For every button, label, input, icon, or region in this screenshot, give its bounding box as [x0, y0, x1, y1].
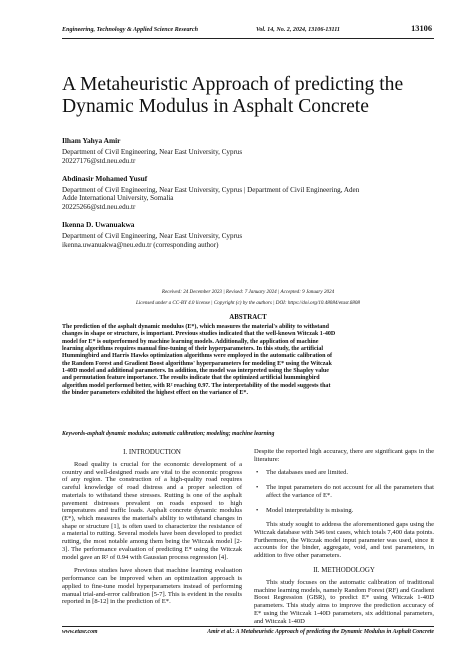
text-line: The input parameters do not account for all the parameters	[266, 484, 423, 492]
license-doi[interactable]: Licensed under a CC-BY 4.0 license | Copyright (c) by the authors | DOI: https://doi.org/10.48084/etasr.6808	[136, 300, 360, 306]
journal-website[interactable]: www.etasr.com	[62, 629, 98, 635]
abstract-line: and permutation feature importance. The results indicate that the optimized artificial hummingbird	[62, 375, 320, 382]
author-block	[62, 174, 434, 212]
abstract-body	[62, 324, 434, 397]
volume-info: Vol. 14, No. 2, 2024, 13106-13111	[256, 27, 340, 33]
author-name: Ikenna D. Uwanuakwa	[62, 219, 135, 229]
text-line: Despite the reported high accuracy, there are significant gaps in	[254, 448, 424, 455]
text-line: characterize the resistance of a material to rutting. Several	[62, 522, 243, 538]
text-line: evident in the results reported in [8-12] in the prediction of E*.	[62, 590, 242, 606]
header-rule	[62, 38, 434, 39]
footer-rule	[62, 626, 434, 627]
text-line: country and well-designed roads are vital to the economic	[62, 468, 218, 476]
author-name: Abdinasir Mohamed Yusuf	[62, 173, 148, 183]
text-line: (RF) and Gradient Boost Regression (GBR), to predict E*	[254, 586, 435, 602]
keywords: Keywords-asphalt dynamic modulus; automatic calibration; modeling; machine learning	[62, 431, 275, 437]
bullet-icon: •	[256, 469, 259, 477]
text-line: The databases used are limited.	[266, 469, 348, 477]
section-heading-methodology: II. METHODOLOGY	[313, 566, 375, 574]
text-line: requires careful knowledge of road distress and a proper	[62, 476, 242, 492]
author-email[interactable]: 20227176@std.neu.edu.tr	[62, 156, 136, 165]
running-header	[62, 24, 434, 38]
text-line: that affect the variance of E*.	[266, 484, 434, 499]
title-line: Dynamic Modulus in Asphalt Concrete	[62, 96, 369, 117]
abstract-line: learning algorithms requires manual fine-tuning of their hyperparameters. In this study, the artificial	[62, 346, 324, 353]
author-list	[62, 136, 434, 258]
footer-citation: Amir et al.: A Metaheuristic Approach of predicting the Dynamic Modulus in Asphalt Concrete	[207, 629, 434, 635]
running-footer	[62, 629, 434, 639]
text-line: models have been developed to predict rutting, the most	[62, 530, 242, 546]
text-line: This study sought to address the aforementioned gaps using	[266, 521, 425, 529]
text-line: the literature:	[254, 448, 434, 463]
text-line: Model interpretability is missing.	[266, 506, 354, 514]
text-line: of the asphalt pavement distresses prevalent on roads exposed	[62, 491, 243, 507]
abstract-line: the Random Forest and Gradient Boost algorithms' hyperparameters for modeling E* using the Witczak	[62, 360, 332, 367]
paragraph	[254, 521, 434, 560]
text-line: evaluation performance can be improved when an optimization	[62, 567, 242, 583]
section-heading-introduction: I. INTRODUCTION	[123, 449, 181, 456]
text-line: This study focuses on the automatic calibration of	[266, 578, 405, 586]
text-line: parameters, six additional parameters, and Witczak 1-40D	[254, 609, 434, 625]
paper-title	[62, 74, 434, 118]
text-line: progress of any region. The construction of a high-quality road	[62, 468, 243, 484]
bullet-icon: •	[256, 484, 259, 492]
text-line: using Witczak 1-40D parameters. This study aims to improve	[254, 594, 435, 610]
author-affiliation: Department of Civil Engineering, Near East University, Cyprus	[62, 231, 243, 240]
right-column	[254, 448, 434, 631]
abstract-line: changes in shape or structure, is important. Previous studies indicated that the well-known Witczak 1-40D	[62, 331, 336, 338]
text-line: model gave an R² of 0.94 with Gaussian process regression [4].	[62, 553, 228, 561]
author-affiliation: Adde International University, Somalia	[62, 194, 174, 203]
bullet-icon: •	[256, 506, 259, 514]
title-line: A Metaheuristic Approach of predicting the	[62, 74, 404, 95]
text-line: of performing manual trial-and-error calibration [5-7]. This is	[62, 582, 242, 598]
text-line: withstand changes in shape or structure [1], is often used to	[62, 515, 242, 530]
author-name: Ilham Yahya Amir	[62, 136, 121, 145]
abstract-heading: ABSTRACT	[229, 314, 267, 321]
author-email[interactable]: ikenna.uwanuakwa@neu.edu.tr (corresponding author)	[62, 240, 219, 249]
text-line: Previous studies have shown that machine learning	[74, 567, 213, 575]
text-line: the prediction accuracy of E* using the Witczak 1-40D	[254, 602, 434, 617]
abstract-line: the binder parameters exhibited the highest effect on the variance of E*.	[62, 390, 248, 397]
text-line: approach is applied to fine-tune model hyperparameters instead	[62, 575, 242, 590]
abstract-line: 1-40D model and additional parameters. In addition, the model was interpreted using the Shapley value	[62, 368, 329, 375]
text-line: performance evaluation of predicting E* using the Witczak	[83, 545, 243, 553]
received-dates: Received: 24 December 2023 | Revised: 7 January 2024 | Accepted: 9 January 2024	[161, 289, 335, 295]
author-block	[62, 136, 434, 166]
author-affiliation: Department of Civil Engineering, Near East University, Cyprus | Department of Civil Engineering, Aden	[62, 185, 360, 194]
journal-name: Engineering, Technology & Applied Science Research	[62, 27, 198, 33]
paragraph	[254, 448, 434, 463]
text-line: dynamic modulus (E*), which measures the material's ability to	[62, 507, 242, 523]
paragraph	[254, 579, 434, 625]
text-line: selection of materials to withstand these stresses. Rutting is one	[62, 484, 242, 499]
text-line: traditional machine learning models, namely Random Forest	[254, 578, 434, 594]
page-number: 13106	[411, 24, 432, 33]
abstract-line: Hummingbird and Harris Hawks optimization algorithms were employed in the automatic calibration of	[62, 353, 332, 360]
text-line: was used, since it accounts for the binder, aggregate, void, and	[254, 536, 434, 552]
abstract-line: The prediction of the asphalt dynamic modulus (E*), which measures the material's ability to withstand	[62, 324, 330, 330]
abstract-line: model for E* is outperformed by machine learning models. Additionally, the application of machine	[62, 338, 319, 345]
left-column	[62, 448, 242, 612]
list-item	[254, 507, 434, 515]
text-line: notable among them being the Witczak model [2-3]. The	[62, 538, 242, 553]
text-line: the Witczak database with 346 test cases, which totals 7,400	[254, 521, 434, 537]
author-block	[62, 220, 434, 250]
list-item	[254, 484, 434, 499]
text-line: Road quality is crucial for the economic development of a	[74, 461, 242, 468]
author-affiliation: Department of Civil Engineering, Near East University, Cyprus	[62, 148, 243, 156]
list-item	[254, 469, 434, 477]
text-line: to high temperatures and traffic loads. Asphalt concrete	[62, 499, 243, 515]
author-email[interactable]: 20225266@std.neu.edu.tr	[62, 203, 136, 212]
paragraph	[62, 461, 242, 561]
text-line: data points. Furthermore, the Witczak model input parameter	[254, 529, 435, 544]
gap-list	[254, 469, 434, 514]
text-line: test parameters, in addition to five other parameters.	[254, 544, 435, 560]
paragraph	[62, 567, 242, 606]
abstract-line: algorithm model performed better, with R² reaching 0.97. The interpretability of the model suggests that	[62, 382, 331, 389]
